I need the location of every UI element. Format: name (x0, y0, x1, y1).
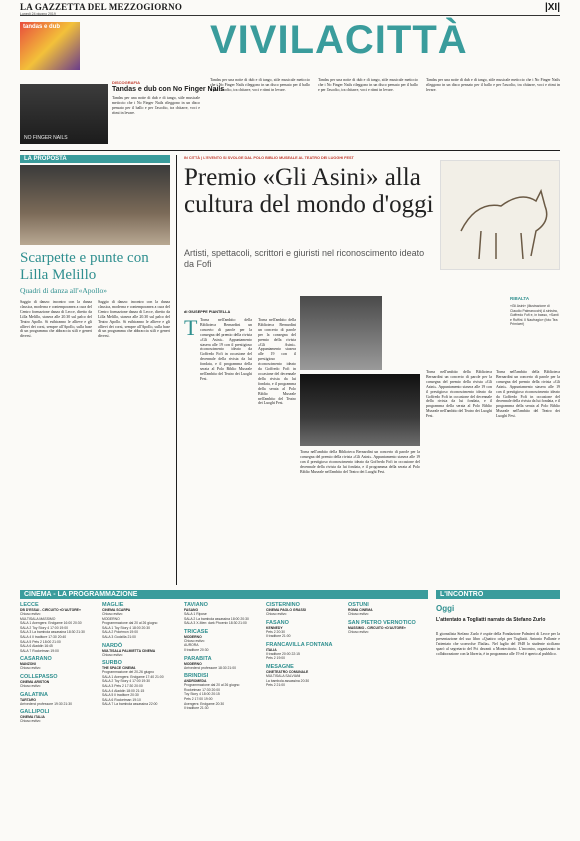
cinema-city: FRANCAVILLA FONTANA (266, 641, 333, 648)
cinema-column (348, 602, 426, 834)
main-body-col4: Torna nell'ambito della Biblioteca Bernardini un concerto di parole per la consegna del premio della rivista «Gli Asini». Appuntamento stasera alle 19 con il prestigioso riconoscimento ideato da Goffredo Fofi in occasione del decennale della rivista da lui fondata, e il programma della serata al Polo Biblio Museale nell'ambito del Teatro dei Luoghi Fest. (426, 370, 492, 419)
fofi-photo (300, 296, 382, 370)
cinema-city: CASARANO (20, 656, 52, 663)
cinema-listing-line: TARTARO (20, 697, 37, 702)
cinema-listing-line: SALA 6 Aladdin 16:45 (20, 644, 53, 649)
issue-date: Lunedì 24 giugno 2019 (20, 12, 56, 16)
cinema-listing-line: MODERNO (102, 616, 120, 621)
cinema-listing-line: SALA 5 Pets 2 18:00 21:00 (20, 639, 61, 644)
donkey-icon (441, 161, 560, 270)
cinema-listing-line: SALA 3 X-Men: dark Phoenix 18:30 21:00 (184, 621, 247, 626)
main-body-col1: Torna nell'ambito della Biblioteca Bernardini un concerto di parole per la consegna del premio della rivista «Gli Asini». Appuntamento stasera alle 19 con il prestigioso riconoscimento ideato da Goffredo Fofi in occasione del decennale della rivista da lui fondata, e il programma della serata al Polo Biblio Museale nell'ambito del Teatro dei Luoghi Fest. (200, 318, 252, 381)
cinema-city: GALATINA (20, 691, 49, 698)
cinema-city: SURBO (102, 660, 122, 667)
main-body-col2: Torna nell'ambito della Biblioteca Bernardini un concerto di parole per la consegna del premio della rivista «Gli Asini». Appuntamento stasera alle 19 con il prestigioso riconoscimento ideato da Goffredo Fofi in occasione del decennale della rivista da lui fondata, e il programma della serata al Polo Biblio Museale nell'ambito del Teatro dei Luoghi Fest. (258, 318, 296, 406)
cinema-listing-line: SALA 4 Il traditore 17:30 20:40 (20, 634, 67, 639)
dance-photo (20, 165, 170, 245)
cinema-listing-line: SALA 7 La bambola assassina 22:00 (102, 702, 158, 707)
newspaper-name: LA GAZZETTA DEL MEZZOGIORNO (20, 2, 183, 12)
cinema-listing-line: SALA 1 Avengers: Endgame 16:00 20:30 (20, 621, 82, 626)
cinema-listing-line: MULTISALA PALMIETTA CINEMA (102, 648, 156, 653)
cinema-city: NARDÒ (102, 642, 123, 649)
cinema-column (102, 602, 180, 834)
album-art-text: tandas e dub (23, 24, 61, 30)
main-body-col5: Torna nell'ambito della Biblioteca Bernardini un concerto di parole per la consegna del premio della rivista «Gli Asini». Appuntamento stasera alle 19 con il prestigioso riconoscimento ideato da Goffredo Fofi in occasione del decennale della rivista da lui fondata, e il programma della serata al Polo Biblio Museale nell'ambito del Teatro dei Luoghi Fest. (496, 370, 560, 419)
sidebar-caption: «Gli Asini» (illustrazione di Claudio Palmarocchi) A sinistra, Goffredo Fofi e, in basso, «Santi e Ruffini. Il Naufragio» (foto Tea Primiceri) (510, 304, 559, 327)
proposta-headline: Scarpette e punte con Lilla Melillo (20, 250, 149, 283)
cinema-listing-line: Programmazione dal 20 al 26 giugno (184, 683, 240, 688)
cinema-city: MESAGNE (266, 663, 294, 670)
cinema-city: COLLEPASSO (20, 673, 58, 680)
cinema-listing-line: CINEMA ITALIA (20, 715, 45, 720)
incontro-day: Oggi (436, 604, 455, 613)
cinema-city: LECCE (20, 602, 39, 608)
proposta-body-col2: Saggio di danza: incontro con la danza classica, moderna e contemporanea a cura del Centro formazione danza di Lecce, diretto da Lilla Melillo, stasera alle 20.30 sul palco del Teatro Apollo. Si esibiranno le allieve e gli allievi dei corsi, sempre all'Apollo, sulla base di un programma che abbraccia stili e generi diversi. (98, 300, 170, 339)
cinema-listing-line: Rocketman 17:30 20:00 (184, 687, 221, 692)
cinema-city: MAGLIE (102, 602, 124, 608)
band-photo (20, 84, 108, 144)
masthead (20, 2, 560, 16)
cinema-column (184, 602, 262, 834)
cinema-listing-line: ITALIA (266, 647, 277, 652)
proposta-label: LA PROPOSTA (20, 155, 170, 163)
cinema-city: OSTUNI (348, 602, 369, 608)
cinema-city: PARABITA (184, 655, 212, 662)
cinema-listing-line: SALA 2 Toy Story 4 17:00 19:30 (102, 679, 151, 684)
cinema-city: TRICASE (184, 628, 209, 635)
cinema-listing-line: SALA 2 Pokémon 19:00 (102, 630, 139, 635)
byline: di GIUSEPPE PIANTELLA (184, 310, 231, 314)
cinema-listing-line: AURORA (184, 643, 199, 648)
page-number: |XI| (544, 2, 560, 13)
proposta-subhead: Quadri di danza all'«Apollo» (20, 286, 107, 295)
cinema-listing-line: Chiuso estivo (102, 612, 123, 616)
main-body-col3: Torna nell'ambito della Biblioteca Bernardini un concerto di parole per la consegna del premio della rivista «Gli Asini». Appuntamento stasera alle 19 con il prestigioso riconoscimento ideato da Goffredo Fofi in occasione del decennale della rivista da lui fondata, e il programma della serata al Polo Biblio Museale nell'ambito del Teatro dei Luoghi Fest. (300, 450, 420, 474)
cinema-listing-line: SALA 1 Avengers: Endgame 17:40 21:00 (102, 674, 164, 679)
cinema-listing-line: Avengers: Endgame 20:30 (184, 701, 225, 706)
cinema-listing-line: Pets 2 17:00 19:00 (184, 696, 213, 701)
sidebar-label: RIBALTA (510, 296, 530, 301)
cinema-listing-line: MANZONI (20, 662, 36, 667)
cinema-city: BRINDISI (184, 673, 209, 680)
cinema-listing-line: Il traditore 20:00 22:15 (266, 651, 300, 656)
top-story-body-col1: Tandas per una notte di dub e di tango, stile musicale meticcio che i No Finger Nails rileggono in un disco pensato per il ballo e per l'ascolto, tra chitarre, voci e ritmi in levare. (112, 96, 200, 115)
cinema-city: FASANO (266, 619, 289, 626)
cinema-listing-line: Programmazione dal 20 al 26 giugno (102, 621, 158, 626)
cinema-listing-line: DB D'ESSAI - CIRCUITO «D'AUTORE» (20, 608, 81, 612)
cinema-listing-line: CINEMA ARISTON (20, 679, 50, 684)
cinema-listing-line: Il traditore 21:00 (266, 634, 291, 639)
cinema-listing-line: Chiuso estivo (348, 612, 369, 616)
cinema-listing-line: La bambola assassina 20:30 (266, 678, 310, 683)
cinema-listing-line: SALA 3 Godzilla 21:00 (102, 634, 136, 639)
cinema-listing-line: Chiuso estivo (20, 719, 41, 724)
cinema-listing-line: SALA 2 Toy Story 4 17:00 19:00 (20, 625, 69, 630)
main-story-subhead: Artisti, spettacoli, scrittori e giuristi nel riconoscimento ideato da Fofi (184, 248, 425, 269)
cinema-listing-line: Pets 2 19:00 (266, 656, 286, 661)
cinema-listing-line: Pets 2 21:00 (266, 683, 286, 688)
cinema-city: CISTERNINO (266, 602, 300, 608)
proposta-body-col1: Saggio di danza: incontro con la danza classica, moderna e contemporanea a cura del Centro formazione danza di Lecce, diretto da Lilla Melillo, stasera alle 20.30 sul palco del Teatro Apollo. Si esibiranno le allieve e gli allievi dei corsi, sempre all'Apollo, sulla base di un programma che abbraccia stili e generi diversi. (20, 300, 92, 339)
cinema-listing-line: Pets 2 20:30 (266, 629, 286, 634)
top-story-body-col2: Tandas per una notte di dub e di tango, stile musicale meticcio che i No Finger Nails rileggono in un disco pensato per il ballo e per l'ascolto, tra chitarre, voci e ritmi in levare. (210, 78, 310, 92)
cinema-listing-line: CINETEATRO COMUNALE (266, 669, 309, 674)
incontro-bar: L'INCONTRO (436, 590, 560, 599)
incontro-body: Il giornalista Stefano Zurlo è ospite della Fondazione Palmieri di Lecce per la presentazione del suo libro «Quattro colpi per Togliatti. Antonio Pallante e l'attentato che sconvolse l'Italia». Nel luglio del 1948 lo studente siciliano sparò al segretario del Pci davanti a Montecitorio. L'incontro, organizzato in collaborazione con la libreria, è in programma alle 19 ed è aperto al pubblico. (436, 632, 560, 656)
cinema-listing-line: Il traditore 20:30 (184, 647, 209, 652)
divider (20, 150, 560, 151)
cinema-listing-line: MODERNO (184, 634, 202, 639)
section-title (210, 18, 560, 64)
top-story-body-col4: Tandas per una notte di dub e di tango, stile musicale meticcio che i No Finger Nails rileggono in un disco pensato per il ballo e per l'ascolto, tra chitarre, voci e ritmi in levare. (426, 78, 560, 92)
main-story-headline: Premio «Gli Asini» alla cultura del mondo d'oggi (184, 164, 434, 218)
cinema-listing-line: MULTISALA MASSIMO (20, 616, 56, 621)
cinema-listing-line: SALA 1 Ripose (184, 612, 207, 616)
cinema-listing-line: Chiuso estivo (20, 683, 41, 688)
incontro-headline: L'attentato a Togliatti narrato da Stefano Zurlo (436, 617, 546, 623)
cinema-listing-line: SALA 7 Rocketman 19:00 (20, 648, 59, 653)
cinema-listing-line: CINEMA SCARPA (102, 608, 131, 612)
cinema-listing-line: SALA 1 Toy Story 4 18:00 20:30 (102, 625, 151, 630)
cinema-listing-line: KENNEDY (266, 625, 283, 630)
cinema-listing-line: THE SPACE CINEMA (102, 666, 136, 671)
album-cover-image (20, 22, 80, 70)
top-story-body-col3: Tandas per una notte di dub e di tango, stile musicale meticcio che i No Finger Nails rileggono in un disco pensato per il ballo e per l'ascolto, tra chitarre, voci e ritmi in levare. (318, 78, 418, 92)
cinema-bar: CINEMA - LA PROGRAMMAZIONE (20, 590, 428, 599)
cinema-listing-line: FASANO (184, 608, 199, 612)
cinema-listing-line: MODERNO (184, 661, 202, 666)
vertical-divider (176, 155, 177, 585)
cinema-column (20, 602, 98, 834)
cinema-listing-line: Chiuso estivo (266, 612, 287, 616)
cinema-listing-line: Toy Story 4 18:00 20:15 (184, 692, 220, 697)
cinema-listing-line: SALA 2 La bambola assassina 18:00 20:30 (184, 616, 249, 621)
top-story-kicker: DISCOGRAFIA (112, 80, 140, 85)
cinema-listing-line: ROMA CINEMA (348, 608, 373, 612)
cinema-listing-line: SALA 6 Rocketman 19:10 (102, 697, 141, 702)
top-story-headline: Tandas e dub con No Finger Nails (112, 86, 225, 93)
cinema-listing-line: MULTISALA SALVIANI (266, 673, 301, 678)
drop-cap: T (184, 315, 198, 340)
cinema-listing-line: SALA 3 Pets 2 17:30 20:00 (102, 683, 143, 688)
theatre-photo (300, 374, 420, 446)
main-story-kicker: IN CITTÀ | L'EVENTO SI SVOLGE DAL POLO BIBLIO MUSEALE AL TEATRO DEI LUOGHI FEST (184, 156, 354, 160)
cinema-listings (20, 602, 428, 834)
cinema-listing-line: Chiuso estivo (348, 629, 369, 634)
cinema-listing-line: Programmazione del 20-26 giugno (102, 670, 155, 675)
cinema-listing-line: Arrivederci professore 18:30 21:00 (184, 665, 237, 670)
cinema-column (266, 602, 344, 834)
cinema-listing-line: Chiuso estivo (184, 638, 205, 643)
band-photo-caption: NO FINGER NAILS (24, 135, 68, 141)
cinema-listing-line: Il traditore 21:30 (184, 706, 209, 711)
cinema-listing-line: Arrivederci professore 19:30 21:30 (20, 701, 73, 706)
cinema-listing-line: Chiuso estivo (102, 652, 123, 657)
cinema-listing-line: Chiuso estivo (20, 612, 41, 616)
cinema-city: TAVIANO (184, 602, 208, 608)
cinema-listing-line: ANDROMEDA (184, 679, 207, 684)
cinema-city: GALLIPOLI (20, 709, 50, 716)
section-title-text: VIVILACITTÀ (210, 18, 468, 62)
donkey-illustration (440, 160, 560, 270)
cinema-listing-line: CINEMA PAOLO GRASSI (266, 608, 306, 612)
cinema-city: SAN PIETRO VERNOTICO (348, 619, 416, 626)
cinema-listing-line: SALA 3 La bambola assassina 18:30 21:30 (20, 630, 85, 635)
cinema-listing-line: SALA 4 Aladdin 18:00 21:15 (102, 688, 145, 693)
cinema-listing-line: Chiuso estivo (20, 666, 41, 671)
cinema-listing-line: SALA 5 Il traditore 20:30 (102, 693, 139, 698)
cinema-listing-line: MASSIMO - CIRCUITO «D'AUTORE» (348, 625, 406, 630)
